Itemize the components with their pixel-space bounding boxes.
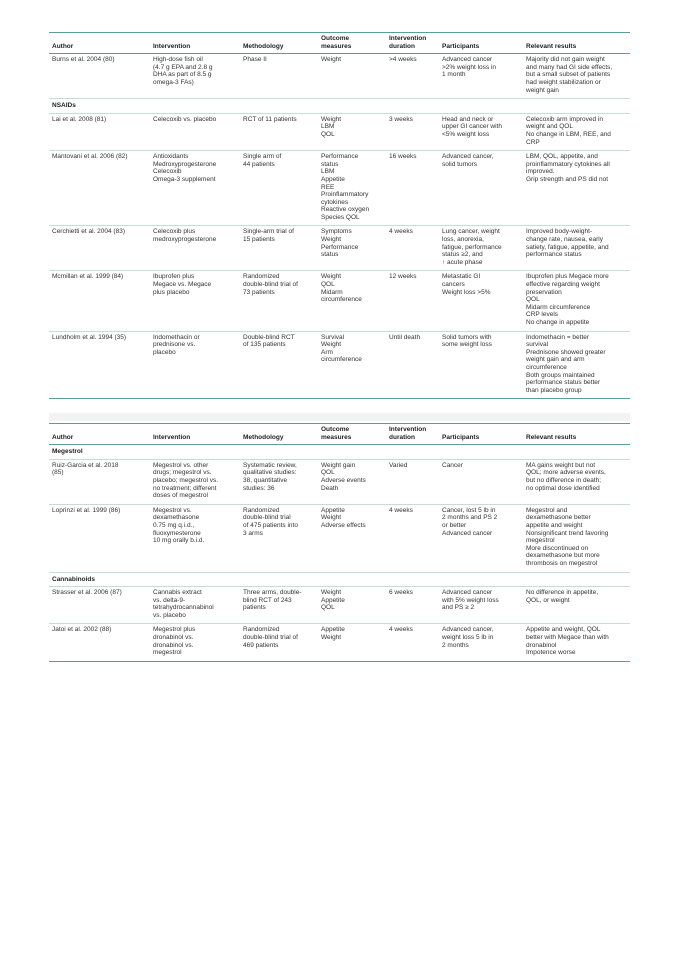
table-cell: Advanced cancer >2% weight loss in 1 month — [439, 54, 523, 99]
header-row — [49, 33, 630, 54]
table-cell: MA gains weight but not QOL; more adverse events, but no difference in death; no optimal dose identified — [523, 459, 630, 504]
table-cell: Lung cancer, weight loss, anorexia, fatigue, performance status ≥2, and ↑ acute phase — [439, 226, 523, 271]
table-cell: Cannabis extract vs. delta-9- tetrahydrocannabinol vs. placebo — [150, 587, 240, 624]
table-cell: Majority did not gain weight and many had GI side effects, but a small subset of patients had weight stabilization or weight gain — [523, 54, 630, 99]
table-cell: Cerchietti et al. 2004 (83) — [49, 226, 150, 271]
table-cell: Megestrol plus dronabinol vs. dronabinol vs. megestrol — [153, 626, 196, 657]
table-cell: Three arms, double- blind RCT of 243 patients — [240, 587, 318, 624]
table-cell: Antioxidants Medroxyprogesterone Celecoxib Omega-3 supplement — [150, 151, 240, 226]
table-cell: Until death — [389, 333, 421, 341]
column-header: Participants — [439, 424, 523, 445]
table-cell: Advanced cancer with 5% weight loss and PS ≥ 2 — [439, 587, 523, 624]
table-cell: Cancer — [439, 459, 523, 504]
table-row — [49, 151, 630, 226]
table-row — [49, 624, 630, 661]
table-cell: Strasser et al. 2006 (87) — [49, 587, 150, 624]
study-table-1 — [49, 32, 630, 399]
table-cell: >4 weeks — [386, 54, 439, 99]
table-cell: Celecoxib arm improved in weight and QOL No change in LBM, REE, and CRP — [523, 113, 630, 150]
section-row — [49, 445, 630, 460]
table-cell: Indomethacin or prednisone vs. placebo — [153, 333, 200, 356]
table-cell: Single arm of 44 patients — [240, 151, 318, 226]
table-row — [49, 331, 630, 399]
table-cell: Improved body-weight- change rate, nausea, early satiety, fatigue, appetite, and performance status — [523, 226, 630, 271]
table-cell: Phase II — [240, 54, 318, 99]
column-header: Methodology — [240, 33, 318, 54]
table-cell: Ibuprofen plus Megace vs. Megace plus placebo — [150, 271, 240, 331]
table-cell: Varied — [386, 459, 439, 504]
study-table-2 — [49, 423, 630, 662]
table-cell: Lundholm et al. 1994 (35) — [52, 333, 127, 341]
table-cell: Lai et al. 2008 (81) — [49, 113, 150, 150]
table-cell: Mantovani et al. 2006 (82) — [49, 151, 150, 226]
table-cell: Celecoxib plus medroxyprogesterone — [150, 226, 240, 271]
table-cell: Megestrol vs. dexamethasone 0.75 mg q.i.d., fluoxymesterone 10 mg orally b.i.d. — [150, 504, 240, 572]
table-cell: Mcmillan et al. 1999 (84) — [49, 271, 150, 331]
table-body — [49, 445, 630, 662]
table-cell: Jatoi et al. 2002 (88) — [52, 626, 112, 634]
column-header: Intervention — [150, 33, 240, 54]
table-cell: Megestrol vs. other drugs; megestrol vs. placebo; megestrol vs. no treatment; different doses of megestrol — [150, 459, 240, 504]
column-header: Participants — [439, 33, 523, 54]
table-cell: Advanced cancer, solid tumors — [439, 151, 523, 226]
table-cell: Ibuprofen plus Megace more effective regarding weight preservation QOL Midarm circumference CRP levels No change in appetite — [523, 271, 630, 331]
table-cell: Weight — [318, 54, 386, 99]
table-cell: Metastatic GI cancers Weight loss >5% — [439, 271, 523, 331]
table-row — [49, 113, 630, 150]
table-row — [49, 504, 630, 572]
column-header: Author — [49, 33, 150, 54]
table-row — [49, 271, 630, 331]
table-cell: 3 weeks — [386, 113, 439, 150]
table-cell: 4 weeks — [386, 504, 439, 572]
section-row — [49, 572, 630, 587]
table-cell: Weight gain QOL Adverse events Death — [318, 459, 386, 504]
table-cell: Symptoms Weight Performance status — [318, 226, 386, 271]
table-cell: No difference in appetite, QOL, or weight — [523, 587, 630, 624]
table-cell: Randomized double-blind trial of 469 patients — [243, 626, 298, 649]
column-header: Intervention duration — [386, 33, 439, 54]
table-cell: Cancer, lost 5 lb in 2 months and PS 2 or better Advanced cancer — [439, 504, 523, 572]
table-cell: Solid tumors with some weight loss — [442, 333, 492, 349]
column-header: Intervention duration — [386, 424, 439, 445]
section-heading: NSAIDs — [49, 99, 630, 114]
table-cell: Performance status LBM Appetite REE Proinflammatory cytokines Reactive oxygen Species QOL — [318, 151, 386, 226]
table-cell: 12 weeks — [386, 271, 439, 331]
table-cell: Randomized double-blind trial of 475 patients into 3 arms — [240, 504, 318, 572]
table-header — [49, 424, 630, 445]
table-cell: Systematic review, qualitative studies: 38, quantitative studies: 36 — [240, 459, 318, 504]
table-row — [49, 587, 630, 624]
table-cell: Loprinzi et al. 1999 (86) — [49, 504, 150, 572]
table-separator — [49, 413, 630, 421]
table-cell: Double-blind RCT of 135 patients — [243, 333, 295, 349]
table-cell: Weight QOL Midarm circumference — [318, 271, 386, 331]
table-cell: Randomized double-blind trial of 73 patients — [240, 271, 318, 331]
table-cell: Weight Appetite QOL — [318, 587, 386, 624]
column-header: Relevant results — [523, 33, 630, 54]
column-header: Methodology — [240, 424, 318, 445]
table-cell: LBM, QOL, appetite, and proinflammatory cytokines all improved. Grip strength and PS did not — [523, 151, 630, 226]
table-cell: Advanced cancer, weight loss 5 lb in 2 months — [442, 626, 494, 649]
table-cell: Indomethacin = better survival Prednisone showed greater weight gain and arm circumference Both groups maintained performance status better than placebo group — [526, 333, 606, 394]
column-header: Author — [49, 424, 150, 445]
column-header: Relevant results — [523, 424, 630, 445]
column-header: Intervention — [150, 424, 240, 445]
table-row — [49, 226, 630, 271]
column-header: Outcome measures — [318, 424, 386, 445]
table-cell: Appetite Weight Adverse effects — [318, 504, 386, 572]
table-cell: Celecoxib vs. placebo — [150, 113, 240, 150]
table-cell: Appetite and weight, QOL better with Megace than with dronabinol Impotence worse — [526, 626, 609, 657]
table-cell: Megestrol and dexamethasone better appetite and weight Nonsignificant trend favoring megestrol More discontinued on dexamethasone but more thrombosis on megestrol — [523, 504, 630, 572]
table-header — [49, 33, 630, 54]
table-cell: Survival Weight Arm circumference — [321, 333, 362, 364]
table-cell: Head and neck or upper GI cancer with <5% weight loss — [439, 113, 523, 150]
table-row — [49, 54, 630, 99]
table-cell: Burns et al. 2004 (80) — [49, 54, 150, 99]
table-cell: RCT of 11 patients — [240, 113, 318, 150]
table-cell: Ruiz-Garcia et al. 2018 (85) — [49, 459, 150, 504]
table-cell: High-dose fish oil (4.7 g EPA and 2.8 g DHA as part of 8.5 g omega-3 FAs) — [150, 54, 240, 99]
header-row — [49, 424, 630, 445]
table-cell: 6 weeks — [386, 587, 439, 624]
table-cell: 16 weeks — [386, 151, 439, 226]
section-heading: Cannabinoids — [49, 572, 630, 587]
section-row — [49, 99, 630, 114]
table-cell: Appetite Weight — [321, 626, 345, 642]
table-cell: 4 weeks — [389, 626, 413, 634]
table-cell: Weight LBM QOL — [318, 113, 386, 150]
table-cell: Single-arm trial of 15 patients — [240, 226, 318, 271]
table-row — [49, 459, 630, 504]
table-body — [49, 54, 630, 399]
table-cell: 4 weeks — [386, 226, 439, 271]
section-heading: Megestrol — [49, 445, 630, 460]
column-header: Outcome measures — [318, 33, 386, 54]
